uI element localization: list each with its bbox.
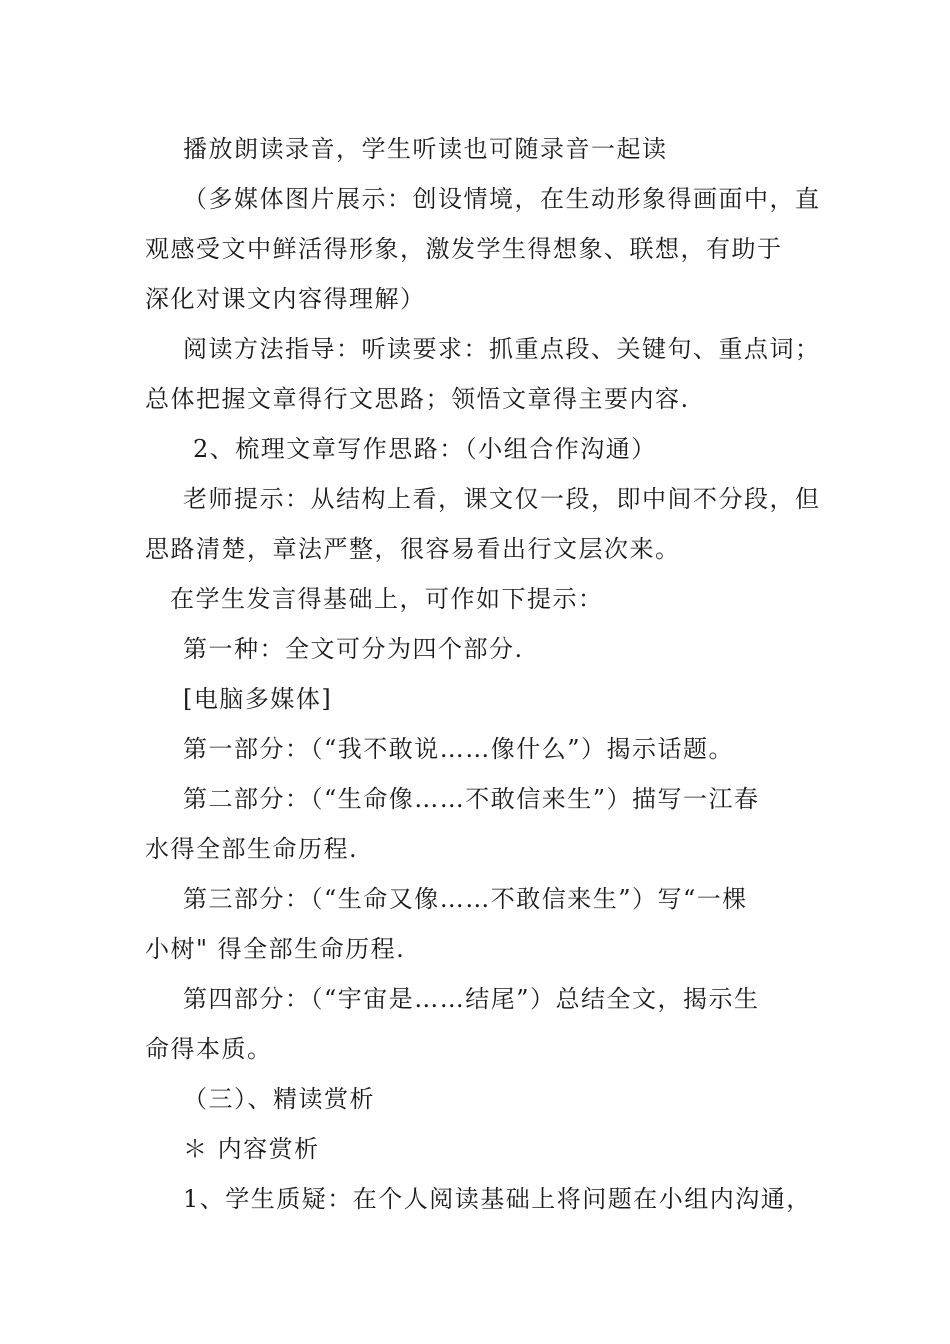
paragraph-line: 水得全部生命历程. [145,835,359,863]
paragraph-line: 观感受文中鲜活得形象，激发学生得想象、联想，有助于 [145,235,783,263]
paragraph-line: 在学生发言得基础上，可作如下提示： [170,585,604,613]
paragraph-line: 第四部分：（“宇宙是……结尾”）总结全文，揭示生 [183,985,760,1013]
paragraph-line: 第一种：全文可分为四个部分. [183,635,524,663]
section-heading: （三）、精读赏析 [183,1085,375,1113]
sub-heading: ＊ 内容赏析 [183,1135,320,1163]
paragraph-line: （多媒体图片展示：创设情境，在生动形象得画面中，直 [183,185,821,213]
paragraph-line: 深化对课文内容得理解） [145,285,426,313]
paragraph-line: 总体把握文章得行文思路；领悟文章得主要内容. [145,385,690,413]
section-heading: 2、梳理文章写作思路：（小组合作沟通） [193,435,657,463]
paragraph-line: [电脑多媒体] [183,685,333,713]
paragraph-line: 第三部分：（“生命又像……不敢信来生”）写“一棵 [183,885,748,913]
paragraph-line: 阅读方法指导：听读要求：抓重点段、关键句、重点词； [183,335,821,363]
paragraph-line: 第一部分：（“我不敢说……像什么”）揭示话题。 [183,735,735,763]
paragraph-line: 1、学生质疑：在个人阅读基础上将问题在小组内沟通， [183,1185,812,1213]
paragraph-line: 老师提示：从结构上看，课文仅一段，即中间不分段，但 [183,485,821,513]
paragraph-line: 思路清楚，章法严整，很容易看出行文层次来。 [145,535,681,563]
paragraph-line: 小树" 得全部生命历程. [145,935,406,963]
paragraph-line: 播放朗读录音，学生听读也可随录音一起读 [183,135,668,163]
paragraph-line: 命得本质。 [145,1035,273,1063]
paragraph-line: 第二部分：（“生命像……不敢信来生”）描写一江春 [183,785,760,813]
